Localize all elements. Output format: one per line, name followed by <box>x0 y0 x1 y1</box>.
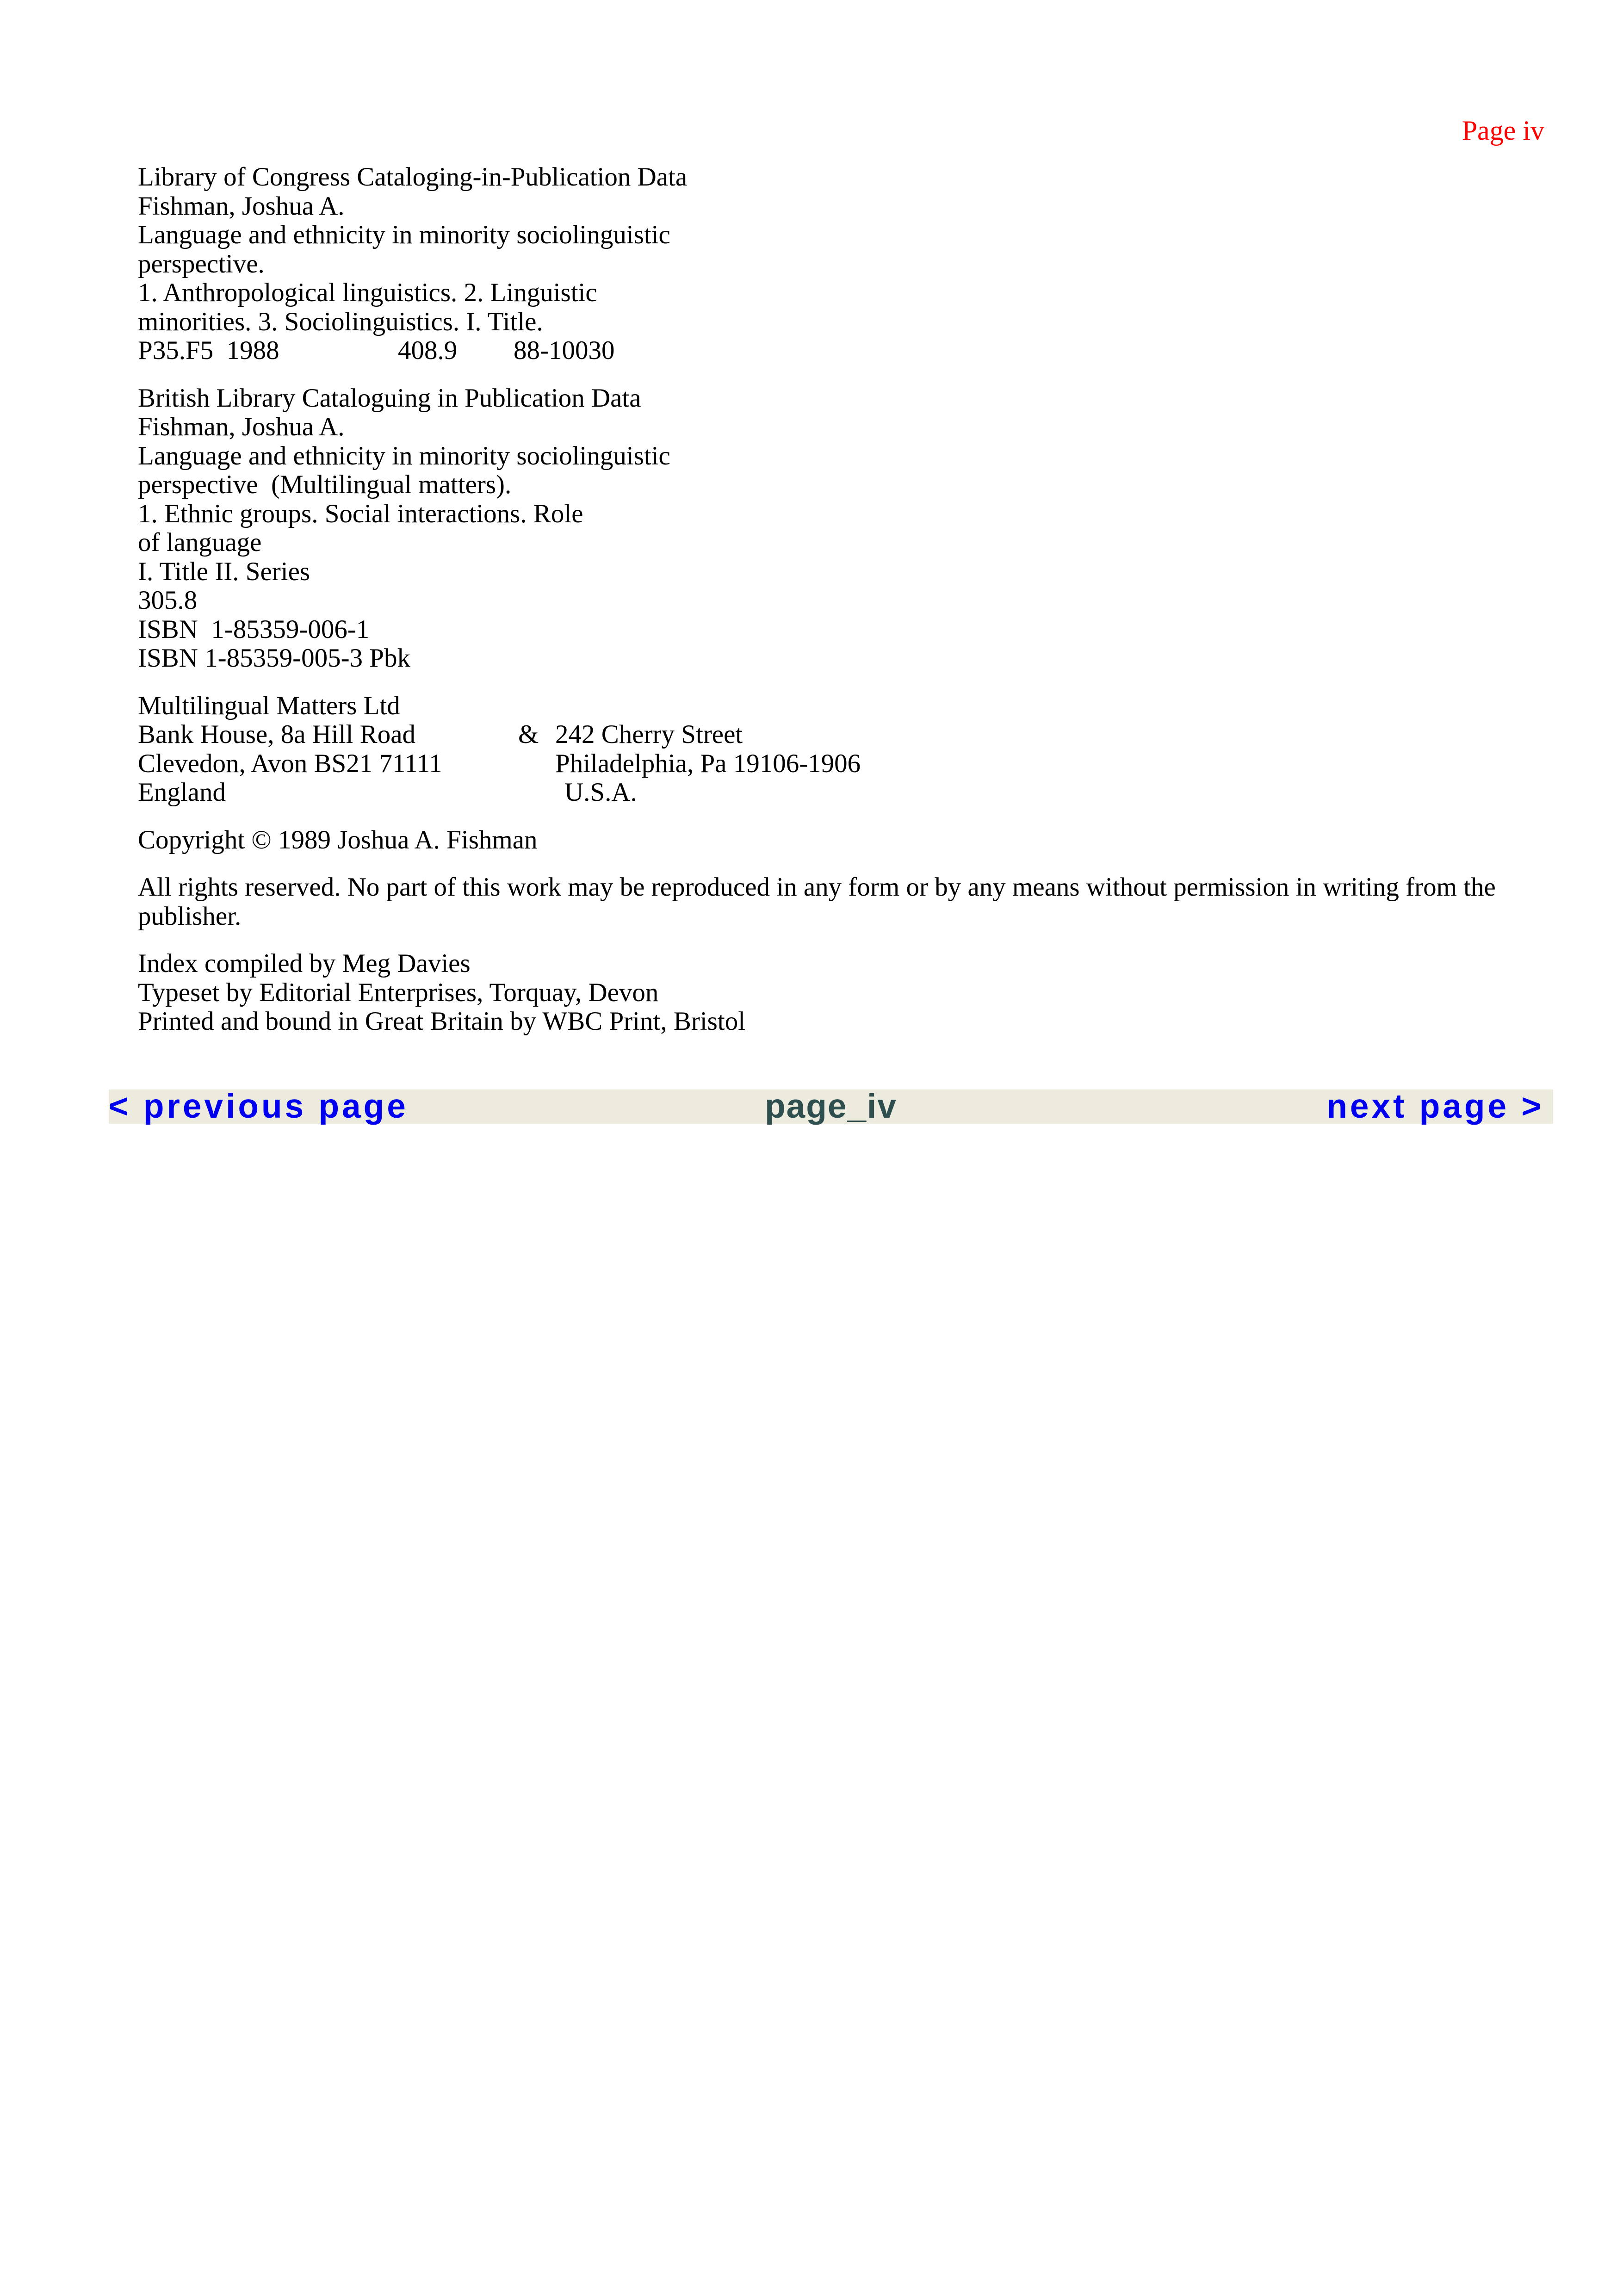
loc-work-title-line2: perspective. <box>138 249 265 278</box>
loc-call-number: P35.F5 1988 <box>138 336 279 365</box>
loc-author: Fishman, Joshua A. <box>138 191 345 221</box>
us-address-line2: Philadelphia, Pa 19106-1906 <box>555 749 861 778</box>
bl-title-series: I. Title II. Series <box>138 557 310 586</box>
address-spacer <box>518 778 555 807</box>
bl-work-title-line2: perspective (Multilingual matters). <box>138 470 512 499</box>
copyright-block <box>138 826 1554 855</box>
bl-author: Fishman, Joshua A. <box>138 412 345 441</box>
uk-address-line3: England <box>138 778 226 807</box>
address-spacer <box>518 749 555 779</box>
bl-subject-line2: of language <box>138 528 262 557</box>
loc-work-title-line1: Language and ethnicity in minority sociolinguistic <box>138 220 670 249</box>
loc-subjects-line1: 1. Anthropological linguistics. 2. Linguistic <box>138 278 597 307</box>
uk-address-line2: Clevedon, Avon BS21 71111 <box>138 749 442 778</box>
loc-cip-title: Library of Congress Cataloging-in-Publication Data <box>138 162 688 192</box>
publisher-address-row-3 <box>138 778 1554 807</box>
bl-class-number: 305.8 <box>138 586 198 615</box>
current-page-label: page_iv <box>765 1088 897 1125</box>
isbn-hardback: ISBN 1-85359-006-1 <box>138 614 370 644</box>
isbn-paperback: ISBN 1-85359-005-3 Pbk <box>138 644 411 673</box>
bl-work-title-line1: Language and ethnicity in minority sociolinguistic <box>138 441 670 470</box>
loc-classification-row <box>138 336 1554 365</box>
printer-credit: Printed and bound in Great Britain by WBC Print, Bristol <box>138 1007 746 1036</box>
index-credit: Index compiled by Meg Davies <box>138 949 471 978</box>
typeset-credit: Typeset by Editorial Enterprises, Torquay, Devon <box>138 978 659 1007</box>
page-navigation-bar <box>109 1089 1553 1124</box>
bl-cip-title: British Library Cataloguing in Publication Data <box>138 383 641 413</box>
publisher-name: Multilingual Matters Ltd <box>138 691 400 720</box>
publisher-address-row-2 <box>138 749 1554 779</box>
uk-address-line1: Bank House, 8a Hill Road <box>138 720 416 749</box>
copyright-page-content <box>138 163 1554 1055</box>
credits-block <box>138 949 1554 1036</box>
bl-subject-line1: 1. Ethnic groups. Social interactions. Role <box>138 499 583 528</box>
us-address-line1: 242 Cherry Street <box>555 720 743 749</box>
address-ampersand: & <box>518 720 539 749</box>
next-page-link[interactable]: next page > <box>1326 1088 1544 1125</box>
loc-control-number: 88-10030 <box>514 336 615 365</box>
publisher-address-row-1 <box>138 720 1554 749</box>
loc-cip-block <box>138 163 1554 365</box>
rights-block <box>138 873 1554 931</box>
loc-dewey-number: 408.9 <box>398 336 458 365</box>
us-address-line3: U.S.A. <box>564 778 637 807</box>
copyright-notice: Copyright © 1989 Joshua A. Fishman <box>138 825 538 854</box>
page-number-label: Page iv <box>1462 115 1544 146</box>
bl-cip-block <box>138 384 1554 673</box>
rights-statement: All rights reserved. No part of this work may be reproduced in any form or by any means without permission in writing from the publisher. <box>138 873 1496 931</box>
publisher-block <box>138 692 1554 807</box>
loc-subjects-line2: minorities. 3. Sociolinguistics. I. Title. <box>138 307 543 336</box>
previous-page-link[interactable]: < previous page <box>109 1088 409 1125</box>
